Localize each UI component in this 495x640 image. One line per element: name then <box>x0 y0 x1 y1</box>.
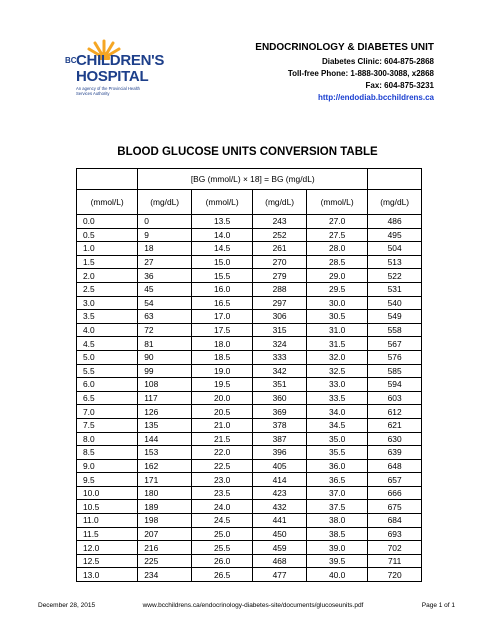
table-cell: 26.5 <box>191 568 252 582</box>
table-cell: 19.5 <box>191 378 252 392</box>
table-cell: 35.5 <box>306 446 367 460</box>
table-cell: 117 <box>138 391 192 405</box>
table-cell: 153 <box>138 446 192 460</box>
table-cell: 414 <box>253 473 307 487</box>
table-cell: 13.5 <box>191 215 252 229</box>
table-cell: 23.0 <box>191 473 252 487</box>
table-row <box>77 500 422 514</box>
table-cell: 25.0 <box>191 527 252 541</box>
table-cell: 459 <box>253 541 307 555</box>
table-cell: 18 <box>138 242 192 256</box>
table-cell: 207 <box>138 527 192 541</box>
table-row <box>77 255 422 269</box>
table-cell: 144 <box>138 432 192 446</box>
table-cell: 6.5 <box>77 391 138 405</box>
table-cell: 693 <box>368 527 422 541</box>
table-row <box>77 242 422 256</box>
table-row <box>77 405 422 419</box>
footer-url: www.bcchildrens.ca/endocrinology-diabetes-site/documents/glucoseunits.pdf <box>142 602 364 609</box>
table-cell: 423 <box>253 486 307 500</box>
table-cell: 15.5 <box>191 269 252 283</box>
table-cell: 31.0 <box>306 323 367 337</box>
table-cell: 33.5 <box>306 391 367 405</box>
tollfree-phone: Toll-free Phone: 1-888-300-3088, x2868 <box>287 69 434 78</box>
table-cell: 27.0 <box>306 215 367 229</box>
table-cell: 29.5 <box>306 282 367 296</box>
table-cell: 5.5 <box>77 364 138 378</box>
table-cell: 648 <box>368 459 422 473</box>
footer-page-number: Page 1 of 1 <box>421 602 455 609</box>
table-cell: 13.0 <box>77 568 138 582</box>
table-row <box>77 418 422 432</box>
table-row <box>77 323 422 337</box>
table-cell: 8.5 <box>77 446 138 460</box>
table-row <box>77 486 422 500</box>
table-cell: 39.0 <box>306 541 367 555</box>
table-cell: 126 <box>138 405 192 419</box>
table-cell: 567 <box>368 337 422 351</box>
table-cell: 12.5 <box>77 554 138 568</box>
table-cell: 189 <box>138 500 192 514</box>
table-cell: 35.0 <box>306 432 367 446</box>
table-row <box>77 228 422 242</box>
table-cell: 630 <box>368 432 422 446</box>
table-cell: 37.0 <box>306 486 367 500</box>
table-cell: 10.0 <box>77 486 138 500</box>
table-cell: 29.0 <box>306 269 367 283</box>
table-cell: 36.5 <box>306 473 367 487</box>
table-cell: 2.0 <box>77 269 138 283</box>
table-cell: 30.5 <box>306 310 367 324</box>
column-header: (mmol/L) <box>77 190 138 215</box>
table-cell: 21.5 <box>191 432 252 446</box>
table-cell: 9.0 <box>77 459 138 473</box>
table-cell: 711 <box>368 554 422 568</box>
table-cell: 3.5 <box>77 310 138 324</box>
table-cell: 324 <box>253 337 307 351</box>
column-header: (mg/dL) <box>253 190 307 215</box>
table-cell: 675 <box>368 500 422 514</box>
table-cell: 549 <box>368 310 422 324</box>
table-cell: 558 <box>368 323 422 337</box>
table-cell: 540 <box>368 296 422 310</box>
table-cell: 36.0 <box>306 459 367 473</box>
table-row <box>77 391 422 405</box>
table-cell: 12.0 <box>77 541 138 555</box>
formula-header: [BG (mmol/L) × 18] = BG (mg/dL) <box>138 169 368 190</box>
table-cell: 639 <box>368 446 422 460</box>
table-cell: 495 <box>368 228 422 242</box>
table-cell: 18.0 <box>191 337 252 351</box>
table-cell: 63 <box>138 310 192 324</box>
table-cell: 315 <box>253 323 307 337</box>
table-cell: 38.5 <box>306 527 367 541</box>
table-cell: 378 <box>253 418 307 432</box>
logo-childrens: CHILDREN'S <box>76 52 165 69</box>
table-cell: 38.0 <box>306 514 367 528</box>
page-title: BLOOD GLUCOSE UNITS CONVERSION TABLE <box>117 146 378 158</box>
table-cell: 54 <box>138 296 192 310</box>
table-cell: 576 <box>368 350 422 364</box>
logo-agency-text: An agency of the Provincial Health Services Authority <box>76 86 141 96</box>
table-cell: 32.0 <box>306 350 367 364</box>
table-cell: 72 <box>138 323 192 337</box>
table-cell: 14.0 <box>191 228 252 242</box>
table-cell: 108 <box>138 378 192 392</box>
contact-block <box>255 42 434 104</box>
table-cell: 486 <box>368 215 422 229</box>
table-cell: 369 <box>253 405 307 419</box>
table-cell: 342 <box>253 364 307 378</box>
table-cell: 0.0 <box>77 215 138 229</box>
table-row <box>77 568 422 582</box>
table-cell: 657 <box>368 473 422 487</box>
table-cell: 22.0 <box>191 446 252 460</box>
table-row <box>77 446 422 460</box>
table-cell: 270 <box>253 255 307 269</box>
table-cell: 9 <box>138 228 192 242</box>
table-cell: 8.0 <box>77 432 138 446</box>
table-cell: 1.5 <box>77 255 138 269</box>
table-cell: 468 <box>253 554 307 568</box>
table-cell: 3.0 <box>77 296 138 310</box>
table-cell: 333 <box>253 350 307 364</box>
table-cell: 441 <box>253 514 307 528</box>
table-row <box>77 350 422 364</box>
footer-date: December 28, 2015 <box>38 602 96 609</box>
table-cell: 666 <box>368 486 422 500</box>
table-cell: 396 <box>253 446 307 460</box>
table-cell: 621 <box>368 418 422 432</box>
table-cell: 1.0 <box>77 242 138 256</box>
header-blank-left <box>77 169 138 190</box>
table-cell: 360 <box>253 391 307 405</box>
table-cell: 20.5 <box>191 405 252 419</box>
table-cell: 14.5 <box>191 242 252 256</box>
table-cell: 99 <box>138 364 192 378</box>
table-cell: 40.0 <box>306 568 367 582</box>
logo-bc: BC <box>65 56 77 65</box>
table-cell: 16.0 <box>191 282 252 296</box>
table-cell: 531 <box>368 282 422 296</box>
table-cell: 0.5 <box>77 228 138 242</box>
table-cell: 27 <box>138 255 192 269</box>
table-cell: 37.5 <box>306 500 367 514</box>
table-cell: 171 <box>138 473 192 487</box>
table-cell: 585 <box>368 364 422 378</box>
table-row <box>77 282 422 296</box>
table-cell: 17.0 <box>191 310 252 324</box>
table-cell: 351 <box>253 378 307 392</box>
table-cell: 81 <box>138 337 192 351</box>
table-cell: 432 <box>253 500 307 514</box>
table-cell: 720 <box>368 568 422 582</box>
table-row <box>77 432 422 446</box>
table-cell: 225 <box>138 554 192 568</box>
column-header: (mmol/L) <box>306 190 367 215</box>
column-header: (mmol/L) <box>191 190 252 215</box>
table-cell: 306 <box>253 310 307 324</box>
table-cell: 24.5 <box>191 514 252 528</box>
table-cell: 198 <box>138 514 192 528</box>
table-cell: 297 <box>253 296 307 310</box>
table-cell: 180 <box>138 486 192 500</box>
bc-childrens-hospital-logo <box>62 38 165 108</box>
table-cell: 45 <box>138 282 192 296</box>
table-cell: 30.0 <box>306 296 367 310</box>
table-cell: 23.5 <box>191 486 252 500</box>
table-cell: 405 <box>253 459 307 473</box>
conversion-table <box>76 168 422 582</box>
table-cell: 594 <box>368 378 422 392</box>
table-cell: 25.5 <box>191 541 252 555</box>
table-cell: 28.5 <box>306 255 367 269</box>
table-row <box>77 554 422 568</box>
table-cell: 9.5 <box>77 473 138 487</box>
table-cell: 34.0 <box>306 405 367 419</box>
table-cell: 243 <box>253 215 307 229</box>
table-cell: 504 <box>368 242 422 256</box>
table-cell: 11.5 <box>77 527 138 541</box>
table-cell: 36 <box>138 269 192 283</box>
table-cell: 387 <box>253 432 307 446</box>
table-cell: 90 <box>138 350 192 364</box>
table-row <box>77 310 422 324</box>
table-cell: 0 <box>138 215 192 229</box>
table-cell: 15.0 <box>191 255 252 269</box>
table-cell: 32.5 <box>306 364 367 378</box>
table-cell: 7.0 <box>77 405 138 419</box>
table-cell: 28.0 <box>306 242 367 256</box>
table-row <box>77 269 422 283</box>
table-cell: 10.5 <box>77 500 138 514</box>
table-cell: 279 <box>253 269 307 283</box>
table-cell: 2.5 <box>77 282 138 296</box>
table-cell: 450 <box>253 527 307 541</box>
table-cell: 135 <box>138 418 192 432</box>
table-cell: 261 <box>253 242 307 256</box>
table-cell: 24.0 <box>191 500 252 514</box>
table-cell: 7.5 <box>77 418 138 432</box>
table-cell: 4.5 <box>77 337 138 351</box>
table-cell: 252 <box>253 228 307 242</box>
table-cell: 6.0 <box>77 378 138 392</box>
table-row <box>77 459 422 473</box>
table-cell: 234 <box>138 568 192 582</box>
table-cell: 162 <box>138 459 192 473</box>
logo-hospital: HOSPITAL <box>76 68 149 85</box>
header-blank-right <box>368 169 422 190</box>
unit-name: ENDOCRINOLOGY & DIABETES UNIT <box>255 42 434 53</box>
table-cell: 34.5 <box>306 418 367 432</box>
table-cell: 4.0 <box>77 323 138 337</box>
table-cell: 20.0 <box>191 391 252 405</box>
table-cell: 18.5 <box>191 350 252 364</box>
table-cell: 31.5 <box>306 337 367 351</box>
table-cell: 684 <box>368 514 422 528</box>
table-row <box>77 527 422 541</box>
clinic-phone: Diabetes Clinic: 604-875-2868 <box>321 57 434 66</box>
table-cell: 39.5 <box>306 554 367 568</box>
table-cell: 33.0 <box>306 378 367 392</box>
table-cell: 216 <box>138 541 192 555</box>
table-cell: 477 <box>253 568 307 582</box>
table-cell: 522 <box>368 269 422 283</box>
table-cell: 19.0 <box>191 364 252 378</box>
unit-website-link[interactable]: http://endodiab.bcchildrens.ca <box>317 93 434 102</box>
column-header: (mg/dL) <box>138 190 192 215</box>
table-row <box>77 378 422 392</box>
table-row <box>77 541 422 555</box>
table-cell: 11.0 <box>77 514 138 528</box>
table-row <box>77 473 422 487</box>
table-cell: 702 <box>368 541 422 555</box>
table-cell: 5.0 <box>77 350 138 364</box>
column-header: (mg/dL) <box>368 190 422 215</box>
table-cell: 288 <box>253 282 307 296</box>
table-cell: 27.5 <box>306 228 367 242</box>
table-cell: 612 <box>368 405 422 419</box>
fax-number: Fax: 604-875-3231 <box>365 81 434 90</box>
table-cell: 603 <box>368 391 422 405</box>
table-row <box>77 364 422 378</box>
table-row <box>77 296 422 310</box>
table-cell: 16.5 <box>191 296 252 310</box>
table-cell: 513 <box>368 255 422 269</box>
table-cell: 21.0 <box>191 418 252 432</box>
table-row <box>77 215 422 229</box>
table-row <box>77 514 422 528</box>
table-cell: 26.0 <box>191 554 252 568</box>
table-body <box>77 215 422 582</box>
table-row <box>77 337 422 351</box>
table-cell: 17.5 <box>191 323 252 337</box>
table-cell: 22.5 <box>191 459 252 473</box>
